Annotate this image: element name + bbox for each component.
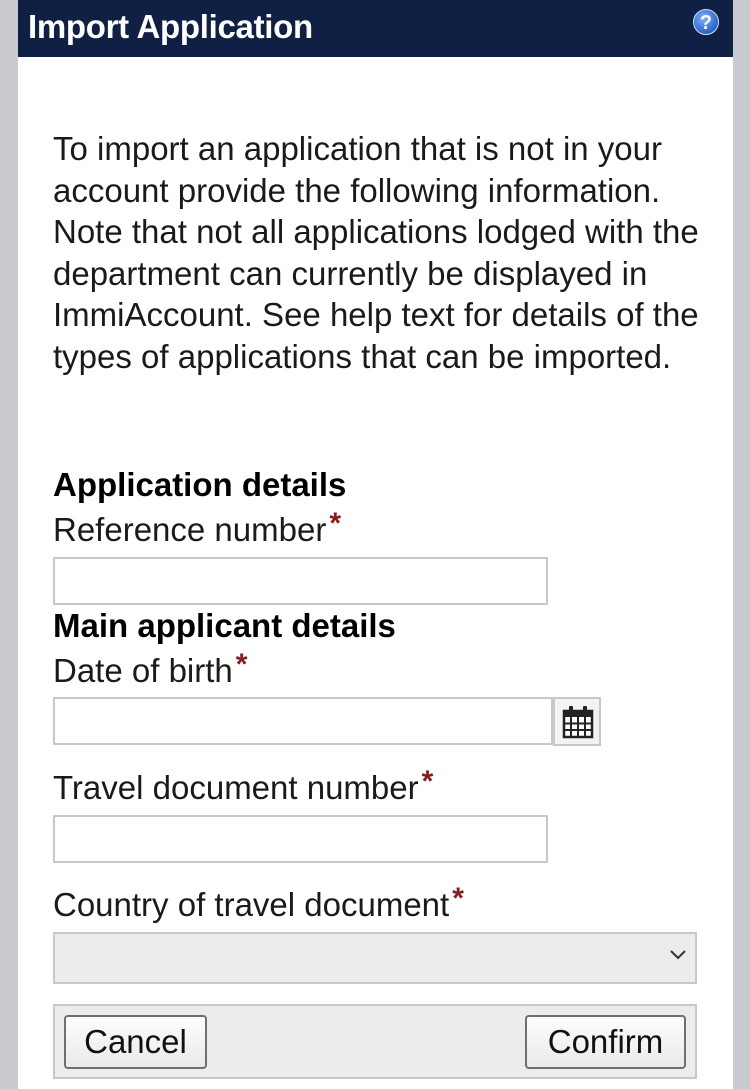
main-applicant-details-heading: Main applicant details: [53, 607, 396, 644]
application-details-heading: Application details: [53, 466, 347, 503]
reference-number-input[interactable]: [53, 557, 548, 605]
date-picker-button[interactable]: [553, 697, 601, 746]
dialog-title: Import Application: [28, 8, 313, 45]
travel-document-number-label: [53, 765, 433, 807]
confirm-button[interactable]: Confirm: [525, 1015, 686, 1069]
required-marker: *: [329, 507, 342, 540]
dialog-button-bar: [53, 1004, 697, 1079]
travel-document-number-input[interactable]: [53, 815, 548, 863]
date-of-birth-input[interactable]: [53, 697, 553, 745]
reference-number-label: [53, 507, 341, 549]
country-of-travel-document-label: [53, 882, 464, 924]
required-marker: *: [421, 765, 434, 798]
country-of-travel-document-label-text: Country of travel document: [53, 886, 450, 923]
reference-number-label-text: Reference number: [53, 511, 327, 548]
cancel-button[interactable]: Cancel: [64, 1015, 207, 1069]
chevron-down-icon: [669, 949, 687, 961]
intro-text: [53, 128, 703, 377]
import-application-dialog: [18, 0, 733, 1089]
travel-document-number-label-text: Travel document number: [53, 769, 419, 806]
date-of-birth-label: [53, 648, 247, 690]
calendar-icon: [562, 705, 594, 739]
required-marker: *: [235, 648, 248, 681]
intro-note-paragraph: Note that not all applications lodged with the department can currently be displayed in ImmiAccount. See help text for details of the types of applications that can be imported.: [53, 213, 699, 375]
dialog-title-bar: [18, 0, 733, 57]
intro-paragraph: To import an application that is not in your account provide the following information.: [53, 130, 663, 209]
help-icon[interactable]: ?: [693, 9, 719, 35]
country-of-travel-document-select[interactable]: [53, 932, 697, 984]
date-of-birth-label-text: Date of birth: [53, 652, 233, 689]
required-marker: *: [452, 882, 464, 915]
